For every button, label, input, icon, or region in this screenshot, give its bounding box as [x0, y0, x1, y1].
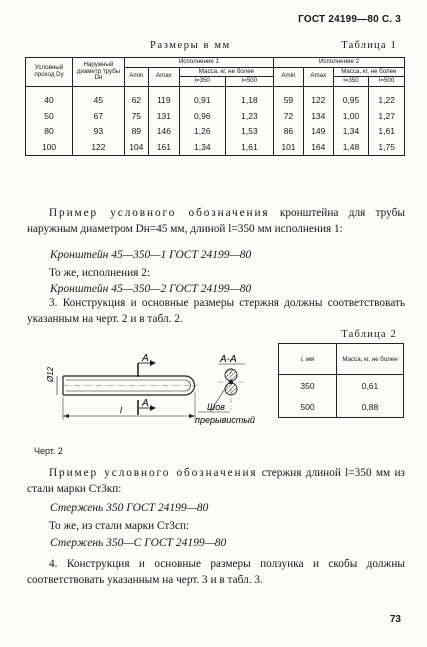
weld-point: [229, 380, 233, 384]
para1-rest-text: кронштейна для трубы наружным диаметром Dн=45 мм, длиной l=350 мм исполнения 1:: [27, 207, 405, 235]
page-header: ГОСТ 24199—80 С. 3: [298, 14, 401, 25]
table1-cell: 89: [124, 124, 148, 140]
section-aa-label: A-A: [220, 354, 237, 365]
table1-cell: 59: [274, 93, 304, 109]
table1-cell: 1,23: [225, 108, 273, 124]
th-l500-1: l=500: [225, 77, 273, 87]
figure-caption: Черт. 2: [34, 446, 63, 456]
table1-cell: 146: [148, 124, 179, 140]
th-amin-2: Amin: [274, 67, 304, 86]
table1-cell: 122: [73, 139, 125, 155]
paragraph-example-bracket: [27, 206, 405, 237]
table1-row: [26, 124, 405, 140]
th-amax-2: Amax: [303, 67, 333, 86]
para1-spaced-text: Пример условного обозначения: [49, 207, 270, 219]
th-amax-1: Amax: [148, 67, 179, 86]
table1-cell: 0,91: [179, 93, 225, 109]
table1-cell: 1,27: [369, 108, 405, 124]
table2-row: [279, 396, 404, 418]
table1-cell: 1,18: [225, 93, 273, 109]
rod-drawing: [30, 352, 260, 447]
th-l350-2: l=350: [333, 77, 369, 87]
formula-bracket-2: Кронштейн 45—350—2 ГОСТ 24199—80: [50, 283, 252, 295]
table1-cell: 50: [26, 108, 73, 124]
table1-label: Таблица 1: [341, 40, 397, 51]
table1-row: [26, 108, 405, 124]
table1-cell: 104: [124, 139, 148, 155]
th-mass-2: Масса, кг, не более: [333, 67, 404, 77]
paragraph-rod-construction: 3. Конструкция и основные размеры стержня должны соответствовать указанным на черт. 2 и в табл. 2.: [27, 297, 405, 325]
table2: [278, 343, 404, 418]
table1-cell: 45: [73, 93, 125, 109]
table1-cell: 1,34: [333, 124, 369, 140]
table1-cell: 161: [148, 139, 179, 155]
para4-spaced-text: Пример условного обозначения: [49, 467, 258, 479]
same-st3sp-text: То же, из стали марки Ст3сп:: [49, 520, 190, 532]
table1-cell: 86: [274, 124, 304, 140]
table1-cell: 149: [303, 124, 333, 140]
th-l500-2: l=500: [369, 77, 405, 87]
table2-label: Таблица 2: [341, 329, 397, 340]
table1-cell: 1,22: [369, 93, 405, 109]
table1-cell: 1,00: [333, 108, 369, 124]
th-exec2: Исполнение 2: [274, 58, 405, 68]
formula-rod-1: Стержень 350 ГОСТ 24199—80: [50, 502, 209, 514]
table1-cell: 62: [124, 93, 148, 109]
paragraph-example-rod: [27, 466, 405, 497]
table1-cell: 1,61: [225, 139, 273, 155]
table1-cell: 101: [274, 139, 304, 155]
same-exec2-text: То же, исполнения 2:: [49, 267, 151, 279]
table1-cell: 1,48: [333, 139, 369, 155]
table1-cell: 119: [148, 93, 179, 109]
table2-row: [279, 375, 404, 397]
table1-cell: 1,26: [179, 124, 225, 140]
table2-cell: 350: [279, 375, 337, 397]
table1-cell: 72: [274, 108, 304, 124]
table1-cell: 122: [303, 93, 333, 109]
table2-cell: 500: [279, 396, 337, 418]
table1-cell: 75: [124, 108, 148, 124]
paragraph-slider-construction: 4. Конструкция и основные размеры ползунка и скобы должны соответствовать указанным на черт. 3 и в табл. 3.: [27, 558, 405, 586]
table1-cell: 1,61: [369, 124, 405, 140]
section-circle-top: [225, 369, 237, 381]
table1-cell: 40: [26, 93, 73, 109]
table1-cell: 100: [26, 139, 73, 155]
th-l350-1: l=350: [179, 77, 225, 87]
formula-bracket-1: Кронштейн 45—350—1 ГОСТ 24199—80: [50, 249, 252, 261]
length-label: l: [120, 405, 122, 415]
table1-caption: Размеры в мм: [150, 40, 231, 51]
para4-rest-text: стержня длиной l=350 мм из стали марки Ст3кп:: [27, 467, 405, 495]
table1-cell: 93: [73, 124, 125, 140]
section-label-bottom: A: [142, 398, 149, 409]
table2-cell: 0,61: [337, 375, 404, 397]
table1-cell: 0,96: [179, 108, 225, 124]
table2-cell: 0,88: [337, 396, 404, 418]
table1-row: [26, 139, 405, 155]
th-outer-diam: Наружный диаметр трубы Dн: [73, 58, 125, 87]
table1-cell: 1,53: [225, 124, 273, 140]
th-mass-1: Масса, кг, не более: [179, 67, 273, 77]
formula-rod-2: Стержень 350—С ГОСТ 24199—80: [50, 537, 227, 549]
table1-cell: 1,34: [179, 139, 225, 155]
table1-row: [26, 93, 405, 109]
table1: [25, 57, 405, 156]
th-amin-1: Amin: [124, 67, 148, 86]
weld-label-2: прерывистый: [195, 415, 255, 425]
table1-cell: 67: [73, 108, 125, 124]
th-l-mm: l, мм: [279, 344, 337, 375]
table1-cell: 0,95: [333, 93, 369, 109]
th-exec1: Исполнение 1: [124, 58, 273, 68]
table1-cell: 164: [303, 139, 333, 155]
table1-cell: 80: [26, 124, 73, 140]
table1-cell: 131: [148, 108, 179, 124]
table1-cell: 1,75: [369, 139, 405, 155]
th-cond-pass: Условный проход Dу: [26, 58, 73, 87]
page-number: 73: [389, 614, 401, 625]
section-label-top: A: [142, 353, 149, 364]
section-circle-bottom: [225, 383, 237, 395]
diameter-label: Ø12: [46, 366, 55, 382]
th-mass: Масса, кг, не более: [337, 344, 404, 375]
weld-label-1: Шов: [207, 402, 225, 412]
table1-cell: 134: [303, 108, 333, 124]
